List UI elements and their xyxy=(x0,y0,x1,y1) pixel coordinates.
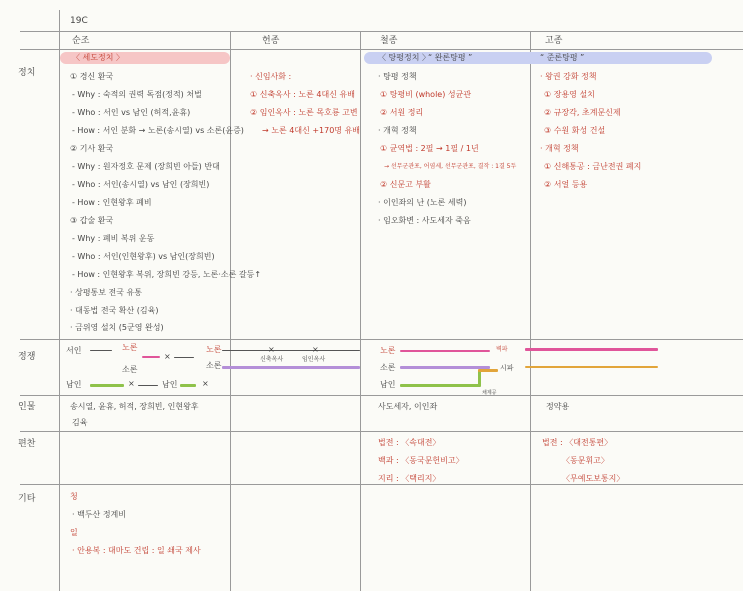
grid-line xyxy=(20,49,743,50)
col3-line: ② 서원 정리 xyxy=(380,108,424,117)
grid-line xyxy=(20,431,743,432)
col1-line: - How : 서인 분화 → 노론(송시열) vs 소론(윤증) xyxy=(72,126,244,135)
row-label-people: 인물 xyxy=(18,402,36,412)
grid-line xyxy=(20,395,743,396)
faction-line xyxy=(400,384,480,387)
col2-line: · 신임사화 : xyxy=(250,72,292,81)
grid-line xyxy=(530,31,531,591)
faction-soron3: 소론 xyxy=(380,363,396,372)
grid-line xyxy=(360,31,361,591)
col3-title: 〈 탕평정치 〉 xyxy=(378,53,430,62)
header-col1: 순조 xyxy=(72,36,90,46)
compile-col4: 〈무예도보통지〉 xyxy=(562,474,625,483)
faction-noron3: 노론 xyxy=(380,346,396,355)
faction-namin2: 남인 xyxy=(162,380,178,389)
col1-line: - Why : 숙적의 권력 독점(정적) 처벌 xyxy=(72,90,202,99)
grid-line xyxy=(20,31,743,32)
col1-line: - How : 인현왕후 폐비 xyxy=(72,198,152,207)
grid-line xyxy=(230,31,231,591)
header-col4: 고종 xyxy=(545,36,563,46)
col3-subtitle: “ 완론탕평 ” xyxy=(428,53,473,62)
col1-line: · 금위영 설치 (5군영 완성) xyxy=(70,323,164,332)
col4-line: · 개혁 정책 xyxy=(540,144,579,153)
col2-line: → 노론 4대신 +170명 유배 xyxy=(262,126,361,135)
faction-line xyxy=(525,366,658,368)
header-col2: 헌종 xyxy=(262,36,280,46)
row-label-politics: 정치 xyxy=(18,68,36,78)
people-col1b: 김육 xyxy=(72,418,88,427)
etc-heading: 일 xyxy=(70,528,78,537)
col1-line: · 대동법 전국 확산 (김육) xyxy=(70,306,159,315)
col3-line: · 임오화변 : 사도세자 죽음 xyxy=(378,216,471,225)
col1-line: · 상평통보 전국 유통 xyxy=(70,288,142,297)
col3-line: · 탕평 정책 xyxy=(378,72,417,81)
col1-line: - How : 인현왕후 복위, 장희빈 강등, 노론·소론 갈등↑ xyxy=(72,270,262,279)
faction-x4: × xyxy=(268,345,275,354)
people-col3: 사도세자, 이인좌 xyxy=(378,402,438,411)
faction-line xyxy=(142,356,160,358)
people-col1: 송시열, 윤휴, 허적, 장희빈, 인현왕후 xyxy=(70,402,199,411)
col1-title: 〈 세도정치 〉 xyxy=(72,53,124,62)
faction-byeokpa: 벽파 xyxy=(496,346,508,353)
faction-x5: × xyxy=(312,345,319,354)
compile-col3: 지리 : 〈택리지〉 xyxy=(378,474,441,483)
col1-line: ① 경신 환국 xyxy=(70,72,114,81)
row-label-etc: 기타 xyxy=(18,494,36,504)
col1-line: ② 기사 환국 xyxy=(70,144,114,153)
grid-line xyxy=(20,484,743,485)
faction-line xyxy=(90,350,112,351)
faction-seoin: 서인 xyxy=(66,346,82,355)
faction-x3: × xyxy=(202,379,209,388)
compile-col4: 법전 : 〈대전통편〉 xyxy=(542,438,613,447)
col1-line: - Who : 서인(송시열) vs 남인 (장희빈) xyxy=(72,180,210,189)
faction-namin: 남인 xyxy=(66,380,82,389)
col1-line: - Who : 서인(인현왕후) vs 남인(장희빈) xyxy=(72,252,215,261)
col1-line: ③ 갑술 환국 xyxy=(70,216,114,225)
faction-sipa: 시파 xyxy=(500,364,514,372)
col3-line: · 이인좌의 난 (노론 세력) xyxy=(378,198,467,207)
col3-line: → 선무군관포, 어염세, 선무군관포, 결작 : 1결 5두 xyxy=(384,163,517,170)
col3-line: ② 신문고 부활 xyxy=(380,180,431,189)
faction-line xyxy=(400,366,490,369)
faction-chaejegong: 채제공 xyxy=(482,390,497,396)
faction-line xyxy=(400,350,490,352)
faction-line xyxy=(222,350,360,351)
col1-line: - Why : 폐비 복위 운동 xyxy=(72,234,155,243)
faction-line xyxy=(180,384,196,387)
col3-line: ① 균역법 : 2필 → 1필 / 1년 xyxy=(380,144,479,153)
compile-col3: 백과 : 〈동국문헌비고〉 xyxy=(378,456,464,465)
col4-line: ① 장용영 설치 xyxy=(544,90,595,99)
col1-line: - Who : 서인 vs 남인 (허적,윤휴) xyxy=(72,108,191,117)
people-col4: 정약용 xyxy=(546,402,570,411)
faction-line xyxy=(138,385,158,386)
faction-soron: 소론 xyxy=(122,365,138,374)
faction-line xyxy=(478,369,498,372)
etc-heading: 청 xyxy=(70,492,78,501)
col4-line: · 왕권 강화 정책 xyxy=(540,72,597,81)
grid-line xyxy=(20,339,743,340)
faction-x2: × xyxy=(128,379,135,388)
col4-line: ① 신해통공 : 금난전권 폐지 xyxy=(544,162,642,171)
col1-line: - Why : 원자정호 문제 (장희빈 아들) 반대 xyxy=(72,162,220,171)
col2-line: ① 신축옥사 : 노론 4대신 유배 xyxy=(250,90,355,99)
col4-line: ② 규장각, 초계문신제 xyxy=(544,108,621,117)
header-col3: 철종 xyxy=(380,36,398,46)
faction-namin3: 남인 xyxy=(380,380,396,389)
faction-line xyxy=(90,384,124,387)
col4-line: ③ 수원 화성 건설 xyxy=(544,126,606,135)
faction-x: × xyxy=(164,352,171,361)
faction-imin: 임인옥사 xyxy=(302,356,326,363)
faction-noron: 노론 xyxy=(122,343,138,352)
faction-line xyxy=(525,348,658,351)
faction-line xyxy=(174,357,194,358)
grid-line xyxy=(59,10,60,591)
faction-line xyxy=(478,370,481,387)
col3-line: · 개혁 정책 xyxy=(378,126,417,135)
row-label-compile: 편찬 xyxy=(18,439,36,449)
faction-line xyxy=(222,366,360,369)
compile-col4: 〈동문휘고〉 xyxy=(562,456,609,465)
col3-line: ① 탕평비 (whole) 성균관 xyxy=(380,90,472,99)
faction-sinchuk: 신축옥사 xyxy=(260,356,284,363)
col4-subtitle: “ 준론탕평 ” xyxy=(540,53,585,62)
etc-line: · 안용복 : 대마도 건립 : 일 쇄국 제사 xyxy=(72,546,201,555)
etc-line: · 백두산 정계비 xyxy=(72,510,126,519)
col4-line: ② 서얼 등용 xyxy=(544,180,588,189)
faction-soron2: 소론 xyxy=(206,361,222,370)
compile-col3: 법전 : 〈속대전〉 xyxy=(378,438,441,447)
year-label: 19C xyxy=(70,16,88,26)
row-label-faction: 정쟁 xyxy=(18,352,36,362)
faction-noron2: 노론 xyxy=(206,345,222,354)
col2-line: ② 임인옥사 : 노론 목호룡 고변 xyxy=(250,108,358,117)
